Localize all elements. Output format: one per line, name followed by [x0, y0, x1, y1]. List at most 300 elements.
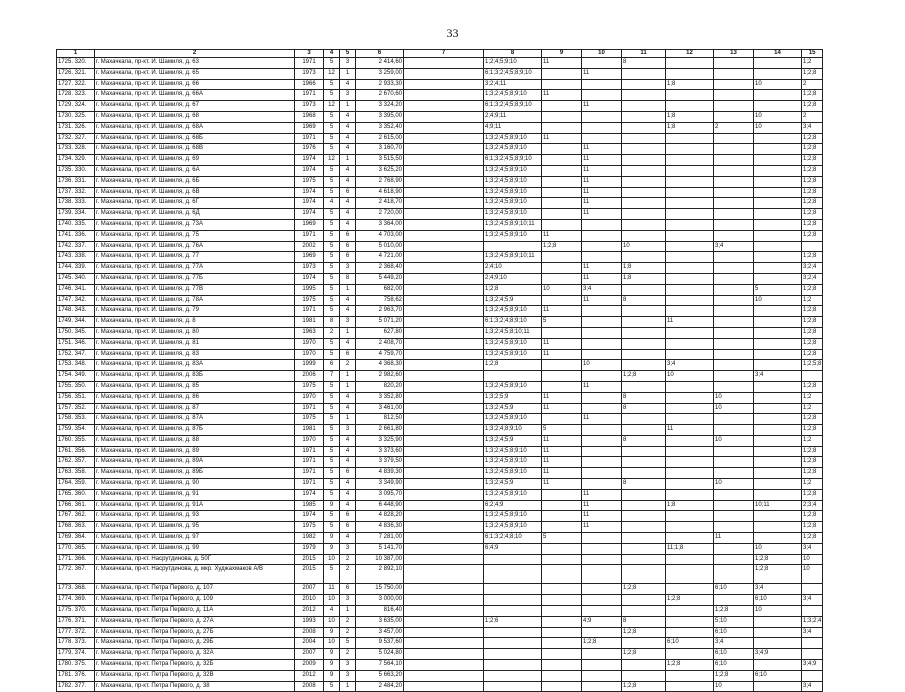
table-cell: 1975: [295, 381, 324, 392]
table-cell: 5: [324, 414, 340, 425]
table-row: [57, 616, 823, 627]
table-cell: 2002: [295, 241, 324, 252]
table-cell: 11: [582, 198, 622, 209]
table-cell: [754, 446, 802, 457]
row-number-cell: 1734. 329.: [57, 155, 95, 166]
table-cell: 1;8: [622, 273, 666, 284]
table-cell: 682,00: [356, 284, 404, 295]
address-cell: г. Махачкала, пр-кт. И. Шамиля, д. 83А: [95, 360, 295, 371]
row-number-cell: 1771. 366.: [57, 554, 95, 565]
table-cell: [754, 219, 802, 230]
table-cell: [754, 425, 802, 436]
table-cell: [582, 660, 622, 671]
table-cell: 2: [340, 565, 356, 584]
table-cell: 2 768,90: [356, 176, 404, 187]
table-cell: 2: [340, 554, 356, 565]
table-cell: 1;3;2;4;5;8;9;10;11: [484, 252, 542, 263]
address-cell: г. Махачкала, пр-кт. Насрутдинова, д. мкр. Худжахмаков А/В: [95, 565, 295, 584]
table-cell: 6: [340, 511, 356, 522]
table-cell: 4: [340, 79, 356, 90]
table-cell: 5 010,00: [356, 241, 404, 252]
table-cell: 1975: [295, 295, 324, 306]
table-cell: [714, 327, 754, 338]
table-cell: 6;1;3;2;4;8;10: [484, 533, 542, 544]
table-cell: [582, 670, 622, 681]
table-cell: [484, 649, 542, 660]
table-cell: [666, 230, 714, 241]
table-cell: 2 418,70: [356, 198, 404, 209]
table-cell: 1981: [295, 425, 324, 436]
table-cell: [542, 209, 582, 220]
table-cell: 2007: [295, 649, 324, 660]
table-cell: 1985: [295, 500, 324, 511]
table-cell: [666, 457, 714, 468]
table-cell: [582, 338, 622, 349]
table-cell: 1;2;8: [802, 327, 823, 338]
table-cell: [404, 198, 484, 209]
table-cell: 2: [802, 111, 823, 122]
table-cell: [404, 435, 484, 446]
row-number-cell: 1749. 344.: [57, 317, 95, 328]
address-cell: г. Махачкала, пр-кт. И. Шамиля, д. 77Б: [95, 273, 295, 284]
table-cell: 5 449,20: [356, 273, 404, 284]
row-number-cell: 1758. 353.: [57, 414, 95, 425]
column-number-header: 4: [324, 50, 340, 58]
table-cell: 3;4: [802, 627, 823, 638]
row-number-cell: 1746. 341.: [57, 284, 95, 295]
table-cell: 8: [622, 392, 666, 403]
row-number-cell: 1768. 363.: [57, 522, 95, 533]
table-cell: [404, 468, 484, 479]
table-cell: 5 071,20: [356, 317, 404, 328]
table-cell: [542, 263, 582, 274]
table-cell: [754, 306, 802, 317]
table-cell: 3 325,90: [356, 435, 404, 446]
table-cell: [542, 414, 582, 425]
table-cell: [802, 371, 823, 382]
table-cell: [404, 522, 484, 533]
table-cell: [666, 616, 714, 627]
table-row: [57, 122, 823, 133]
table-cell: [542, 500, 582, 511]
table-cell: [622, 595, 666, 606]
table-row: [57, 187, 823, 198]
table-cell: 2 615,00: [356, 133, 404, 144]
table-cell: [622, 187, 666, 198]
table-cell: 1;2;8: [622, 627, 666, 638]
row-number-cell: 1727. 322.: [57, 79, 95, 90]
table-cell: 1;2: [802, 435, 823, 446]
table-cell: 1;3;2;4;5;8;9;10: [484, 144, 542, 155]
table-cell: 10: [714, 392, 754, 403]
table-cell: 1975: [295, 176, 324, 187]
address-cell: г. Махачкала, пр-кт. Петра Первого, д. 32В: [95, 670, 295, 681]
table-cell: 3 324,20: [356, 101, 404, 112]
table-row: [57, 403, 823, 414]
table-cell: 3;4: [802, 595, 823, 606]
table-cell: 5 141,70: [356, 543, 404, 554]
table-cell: [754, 230, 802, 241]
table-row: [57, 543, 823, 554]
table-cell: 1;2;8: [802, 101, 823, 112]
table-cell: [622, 500, 666, 511]
table-cell: 12: [324, 101, 340, 112]
table-cell: [754, 681, 802, 692]
table-cell: 5: [324, 457, 340, 468]
table-cell: 1;3;2;4;5;8;9;10: [484, 381, 542, 392]
table-cell: 4: [340, 435, 356, 446]
table-cell: 3 000,00: [356, 595, 404, 606]
row-number-cell: 1750. 345.: [57, 327, 95, 338]
table-cell: 1970: [295, 435, 324, 446]
table-cell: 1;3;2;4;5;8;9;10: [484, 511, 542, 522]
table-row: [57, 565, 823, 584]
table-cell: [714, 263, 754, 274]
table-cell: 1;3;2;4;5;8;9;10: [484, 522, 542, 533]
table-cell: 1;2;8: [802, 230, 823, 241]
table-cell: [622, 252, 666, 263]
table-cell: [622, 155, 666, 166]
table-cell: 11: [542, 90, 582, 101]
table-cell: 3 379,50: [356, 457, 404, 468]
table-cell: [582, 392, 622, 403]
table-cell: 3: [340, 425, 356, 436]
table-cell: [404, 533, 484, 544]
table-cell: [714, 187, 754, 198]
table-cell: 5: [324, 468, 340, 479]
table-cell: [404, 263, 484, 274]
table-cell: 11: [582, 165, 622, 176]
row-number-cell: 1728. 323.: [57, 90, 95, 101]
table-cell: 1981: [295, 317, 324, 328]
table-cell: 6;10: [714, 584, 754, 595]
table-cell: 5: [324, 681, 340, 692]
table-row: [57, 522, 823, 533]
table-row: [57, 489, 823, 500]
table-cell: [484, 681, 542, 692]
row-number-cell: 1762. 357.: [57, 457, 95, 468]
table-cell: [542, 273, 582, 284]
table-cell: [754, 144, 802, 155]
table-cell: [404, 133, 484, 144]
address-cell: г. Махачкала, пр-кт. И. Шамиля, д. 87: [95, 403, 295, 414]
table-row: [57, 446, 823, 457]
table-cell: 5: [324, 165, 340, 176]
column-number-header: 14: [754, 50, 802, 58]
table-cell: [754, 155, 802, 166]
table-cell: 5: [324, 79, 340, 90]
table-cell: [542, 360, 582, 371]
table-cell: [404, 144, 484, 155]
table-cell: 2;4;10: [484, 263, 542, 274]
table-cell: [542, 595, 582, 606]
table-cell: 1969: [295, 252, 324, 263]
table-cell: [754, 392, 802, 403]
table-cell: [404, 584, 484, 595]
table-cell: [666, 338, 714, 349]
table-cell: 1971: [295, 403, 324, 414]
address-cell: г. Махачкала, пр-кт. И. Шамиля, д. 6В: [95, 187, 295, 198]
table-cell: [666, 649, 714, 660]
column-number-header: 6: [356, 50, 404, 58]
table-cell: 1;3;2;4;5;8;9;10: [484, 338, 542, 349]
table-cell: [622, 670, 666, 681]
table-cell: [666, 241, 714, 252]
table-cell: 1;2: [802, 479, 823, 490]
table-cell: [582, 349, 622, 360]
row-number-cell: 1752. 347.: [57, 349, 95, 360]
table-cell: 1973: [295, 263, 324, 274]
table-cell: [542, 511, 582, 522]
row-number-cell: 1769. 364.: [57, 533, 95, 544]
table-row: [57, 584, 823, 595]
table-cell: 10: [622, 241, 666, 252]
table-cell: [542, 554, 582, 565]
table-cell: [484, 554, 542, 565]
row-number-cell: 1748. 343.: [57, 306, 95, 317]
table-cell: 10: [714, 479, 754, 490]
address-cell: г. Махачкала, пр-кт. И. Шамиля, д. 95: [95, 522, 295, 533]
table-cell: [754, 241, 802, 252]
table-cell: [404, 252, 484, 263]
table-row: [57, 360, 823, 371]
address-cell: г. Махачкала, пр-кт. Насрутдинова, д. 50Г: [95, 554, 295, 565]
table-cell: [542, 381, 582, 392]
table-cell: [666, 533, 714, 544]
table-cell: 11: [714, 533, 754, 544]
column-number-header: 15: [802, 50, 823, 58]
table-cell: 2;4;9;11: [484, 111, 542, 122]
table-cell: [754, 533, 802, 544]
table-cell: 1;2;4;5;9;10: [484, 58, 542, 69]
table-cell: [714, 58, 754, 69]
table-cell: [404, 241, 484, 252]
table-cell: 3: [340, 670, 356, 681]
table-cell: 6;10: [714, 627, 754, 638]
table-row: [57, 230, 823, 241]
table-body: [57, 58, 823, 692]
table-cell: [754, 209, 802, 220]
table-cell: 1;8: [622, 263, 666, 274]
table-cell: 1;2;8: [484, 360, 542, 371]
table-cell: [404, 349, 484, 360]
address-cell: г. Махачкала, пр-кт. И. Шамиля, д. 93: [95, 511, 295, 522]
table-cell: 11: [582, 414, 622, 425]
table-cell: 1;2;8: [622, 584, 666, 595]
table-cell: 1: [340, 101, 356, 112]
row-number-cell: 1765. 360.: [57, 489, 95, 500]
table-cell: [754, 479, 802, 490]
table-cell: 1971: [295, 446, 324, 457]
table-cell: 2: [340, 360, 356, 371]
table-cell: 10: [324, 554, 340, 565]
table-cell: 1;2;8: [484, 284, 542, 295]
table-cell: 812,50: [356, 414, 404, 425]
table-cell: [714, 511, 754, 522]
table-cell: 2 368,40: [356, 263, 404, 274]
table-cell: [404, 446, 484, 457]
table-row: [57, 670, 823, 681]
table-cell: 10: [714, 681, 754, 692]
address-cell: г. Махачкала, пр-кт. И. Шамиля, д. 75: [95, 230, 295, 241]
table-cell: 3 373,60: [356, 446, 404, 457]
table-cell: [542, 660, 582, 671]
table-cell: [754, 198, 802, 209]
table-cell: 9: [324, 627, 340, 638]
table-row: [57, 306, 823, 317]
table-cell: 9: [324, 660, 340, 671]
table-cell: 1;3;2;4;5;8;10;11: [484, 327, 542, 338]
table-cell: 1;2;8: [802, 155, 823, 166]
table-cell: [404, 90, 484, 101]
table-cell: [542, 122, 582, 133]
table-cell: 1;3;2;4;5;9: [484, 403, 542, 414]
table-cell: [666, 403, 714, 414]
table-row: [57, 155, 823, 166]
table-cell: [666, 606, 714, 617]
table-cell: [622, 101, 666, 112]
table-cell: 11: [542, 446, 582, 457]
table-cell: [582, 435, 622, 446]
column-number-header: 9: [542, 50, 582, 58]
table-cell: [622, 522, 666, 533]
table-cell: 3;4: [802, 122, 823, 133]
table-cell: 8: [622, 616, 666, 627]
address-cell: г. Махачкала, пр-кт. И. Шамиля, д. 79: [95, 306, 295, 317]
table-cell: 5: [324, 403, 340, 414]
table-cell: [542, 79, 582, 90]
table-cell: [714, 284, 754, 295]
table-cell: [582, 584, 622, 595]
table-cell: [754, 133, 802, 144]
table-row: [57, 479, 823, 490]
table-cell: 4: [340, 457, 356, 468]
table-cell: 1971: [295, 306, 324, 317]
table-cell: 6 448,90: [356, 500, 404, 511]
table-row: [57, 209, 823, 220]
table-row: [57, 381, 823, 392]
table-cell: [582, 533, 622, 544]
column-number-header: 13: [714, 50, 754, 58]
table-cell: 5: [324, 338, 340, 349]
table-cell: 1;3;2;4;5;8;9;10: [484, 165, 542, 176]
table-cell: [622, 660, 666, 671]
table-cell: 1: [340, 681, 356, 692]
table-row: [57, 414, 823, 425]
table-cell: 1;2;8: [802, 187, 823, 198]
table-cell: 3;4: [582, 284, 622, 295]
table-cell: 1966: [295, 79, 324, 90]
table-row: [57, 90, 823, 101]
table-cell: 10: [802, 554, 823, 565]
table-cell: [404, 79, 484, 90]
table-cell: [622, 414, 666, 425]
row-number-cell: 1754. 349.: [57, 371, 95, 382]
table-cell: [622, 165, 666, 176]
table-cell: 4: [340, 144, 356, 155]
row-number-cell: 1780. 375.: [57, 660, 95, 671]
table-cell: 5: [542, 317, 582, 328]
table-cell: 4: [340, 165, 356, 176]
table-cell: 5;10: [714, 616, 754, 627]
table-cell: 3: [340, 543, 356, 554]
row-number-cell: 1761. 356.: [57, 446, 95, 457]
table-cell: 1: [340, 155, 356, 166]
table-cell: 3 160,70: [356, 144, 404, 155]
table-cell: 1;3;2;4;5;8;9;10: [484, 176, 542, 187]
table-cell: 5: [324, 392, 340, 403]
table-cell: 4: [340, 479, 356, 490]
row-number-cell: 1729. 324.: [57, 101, 95, 112]
table-cell: [542, 489, 582, 500]
table-cell: [404, 230, 484, 241]
table-cell: 3 352,40: [356, 122, 404, 133]
table-cell: 1;3;2;4;5;8;9;10: [484, 349, 542, 360]
table-cell: [802, 606, 823, 617]
table-cell: 4: [324, 198, 340, 209]
table-cell: [714, 414, 754, 425]
address-cell: г. Махачкала, пр-кт. И. Шамиля, д. 65: [95, 68, 295, 79]
table-cell: 3;4;9: [754, 649, 802, 660]
table-cell: [582, 219, 622, 230]
table-cell: 9: [324, 533, 340, 544]
table-row: [57, 295, 823, 306]
address-cell: г. Махачкала, пр-кт. И. Шамиля, д. 68А: [95, 122, 295, 133]
table-cell: [754, 327, 802, 338]
table-cell: [666, 133, 714, 144]
table-cell: [666, 209, 714, 220]
table-cell: 3 095,70: [356, 489, 404, 500]
table-cell: 11: [666, 317, 714, 328]
table-cell: [542, 219, 582, 230]
table-cell: 11: [582, 295, 622, 306]
table-cell: 4: [340, 392, 356, 403]
table-cell: 5: [324, 176, 340, 187]
table-cell: [582, 425, 622, 436]
table-cell: 10: [324, 638, 340, 649]
table-cell: 5 024,80: [356, 649, 404, 660]
table-cell: 2 982,60: [356, 371, 404, 382]
table-cell: 1971: [295, 133, 324, 144]
table-cell: [582, 317, 622, 328]
table-cell: [754, 360, 802, 371]
address-cell: г. Махачкала, пр-кт. И. Шамиля, д. 68В: [95, 144, 295, 155]
table-cell: [714, 230, 754, 241]
table-row: [57, 101, 823, 112]
table-cell: [714, 295, 754, 306]
table-cell: 1;2: [802, 295, 823, 306]
table-row: [57, 349, 823, 360]
table-row: [57, 263, 823, 274]
table-cell: [666, 392, 714, 403]
row-number-cell: 1774. 369.: [57, 595, 95, 606]
table-cell: 11: [582, 489, 622, 500]
table-cell: [622, 111, 666, 122]
table-cell: 4: [340, 111, 356, 122]
table-cell: [714, 371, 754, 382]
table-cell: [542, 187, 582, 198]
table-cell: [404, 403, 484, 414]
table-cell: 10: [754, 606, 802, 617]
table-cell: 3 635,00: [356, 616, 404, 627]
table-cell: 11: [542, 468, 582, 479]
table-cell: 1;2;8: [582, 638, 622, 649]
table-cell: 9: [324, 649, 340, 660]
table-cell: 6;10: [754, 670, 802, 681]
table-cell: 3;4: [754, 584, 802, 595]
table-cell: 11: [582, 209, 622, 220]
row-number-cell: 1747. 342.: [57, 295, 95, 306]
